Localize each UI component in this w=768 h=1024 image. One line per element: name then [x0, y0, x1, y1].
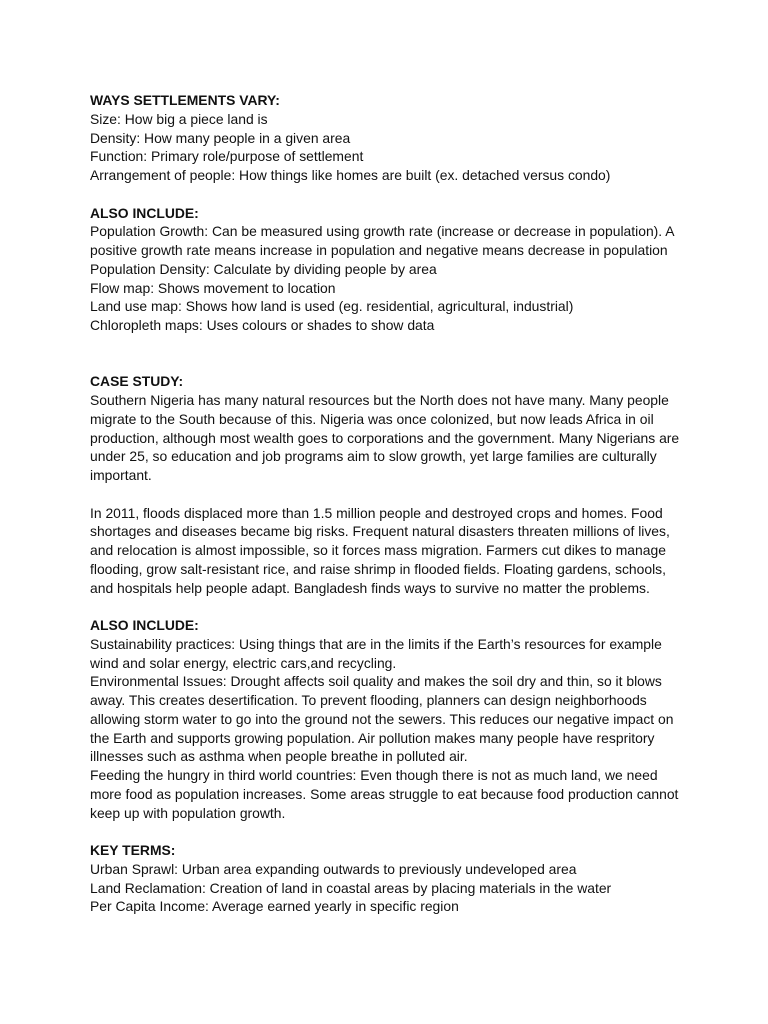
text-line: illnesses such as asthma when people breathe in polluted air. — [90, 748, 468, 765]
text-line: Sustainability practices: Using things that are in the limits if the Earth’s resources for example — [90, 635, 662, 652]
section-also-include-1 — [90, 204, 690, 335]
spacer — [90, 822, 690, 841]
document-page — [90, 91, 690, 916]
section-heading: WAYS SETTLEMENTS VARY: — [90, 92, 280, 108]
text-line: Chloropleth maps: Uses colours or shades to show data — [90, 317, 435, 333]
text-line: allowing storm water to go into the ground not the sewers. This reduces our negative impact on — [90, 710, 674, 727]
text-line: Population Density: Calculate by dividing people by area — [90, 260, 437, 277]
text-line: away. This creates desertification. To prevent flooding, planners can design neighborhoods — [90, 692, 647, 708]
section-case-study — [90, 372, 690, 597]
text-line: more food as population increases. Some areas struggle to eat because food production cannot — [90, 785, 679, 802]
text-line: flooding, grow salt-resistant rice, and raise shrimp in flooded fields. Floating gardens, schools, — [90, 560, 666, 577]
text-line: shortages and diseases became big risks. Frequent natural disasters threaten millions of lives, — [90, 523, 670, 540]
text-line: positive growth rate means increase in population and negative means decrease in population — [90, 242, 668, 258]
text-line: and relocation is almost impossible, so it forces mass migration. Farmers cut dikes to manage — [90, 542, 666, 558]
text-line: important. — [90, 467, 152, 483]
text-line: Feeding the hungry in third world countries: Even though there is not as much land, we need — [90, 767, 658, 783]
section-settlements — [90, 91, 690, 185]
spacer — [90, 335, 690, 373]
text-line: Per Capita Income: Average earned yearly in specific region — [90, 898, 459, 915]
section-key-terms — [90, 841, 690, 916]
text-line: Southern Nigeria has many natural resources but the North does not have many. Many people — [90, 392, 669, 408]
text-line: Land Reclamation: Creation of land in coastal areas by placing materials in the water — [90, 879, 612, 896]
spacer — [90, 185, 690, 204]
text-line: wind and solar energy, electric cars,and recycling. — [90, 654, 397, 671]
section-also-include-2 — [90, 616, 690, 822]
section-heading: CASE STUDY: — [90, 373, 184, 390]
text-line: Environmental Issues: Drought affects soil quality and makes the soil dry and thin, so it blows — [90, 673, 662, 690]
text-line: In 2011, floods displaced more than 1.5 million people and destroyed crops and homes. Food — [90, 504, 663, 521]
text-line: Size: How big a piece land is — [90, 110, 268, 127]
section-heading: ALSO INCLUDE: — [90, 204, 199, 221]
text-line: migrate to the South because of this. Nigeria was once colonized, but now leads Africa in oil — [90, 410, 654, 427]
section-heading: KEY TERMS: — [90, 842, 176, 858]
text-line: keep up with population growth. — [90, 804, 286, 821]
text-line: under 25, so education and job programs aim to slow growth, yet large families are culturally — [90, 448, 657, 465]
text-line: the Earth and supports growing population. Air pollution makes many people have respritory — [90, 729, 655, 746]
section-heading: ALSO INCLUDE: — [90, 617, 199, 633]
text-line: Density: How many people in a given area — [90, 129, 351, 146]
text-line: Land use map: Shows how land is used (eg. residential, agricultural, industrial) — [90, 298, 574, 315]
text-line: Arrangement of people: How things like homes are built (ex. detached versus condo) — [90, 167, 611, 183]
text-line: and hospitals help people adapt. Bangladesh finds ways to survive no matter the problems. — [90, 579, 650, 596]
spacer — [90, 597, 690, 616]
text-line: Function: Primary role/purpose of settlement — [90, 148, 364, 165]
text-line: Urban Sprawl: Urban area expanding outwards to previously undeveloped area — [90, 860, 577, 877]
spacer — [90, 485, 690, 504]
text-line: Flow map: Shows movement to location — [90, 279, 336, 296]
text-line: production, although most wealth goes to corporations and the government. Many Nigerians are — [90, 429, 680, 446]
text-line: Population Growth: Can be measured using growth rate (increase or decrease in population). A — [90, 223, 675, 240]
